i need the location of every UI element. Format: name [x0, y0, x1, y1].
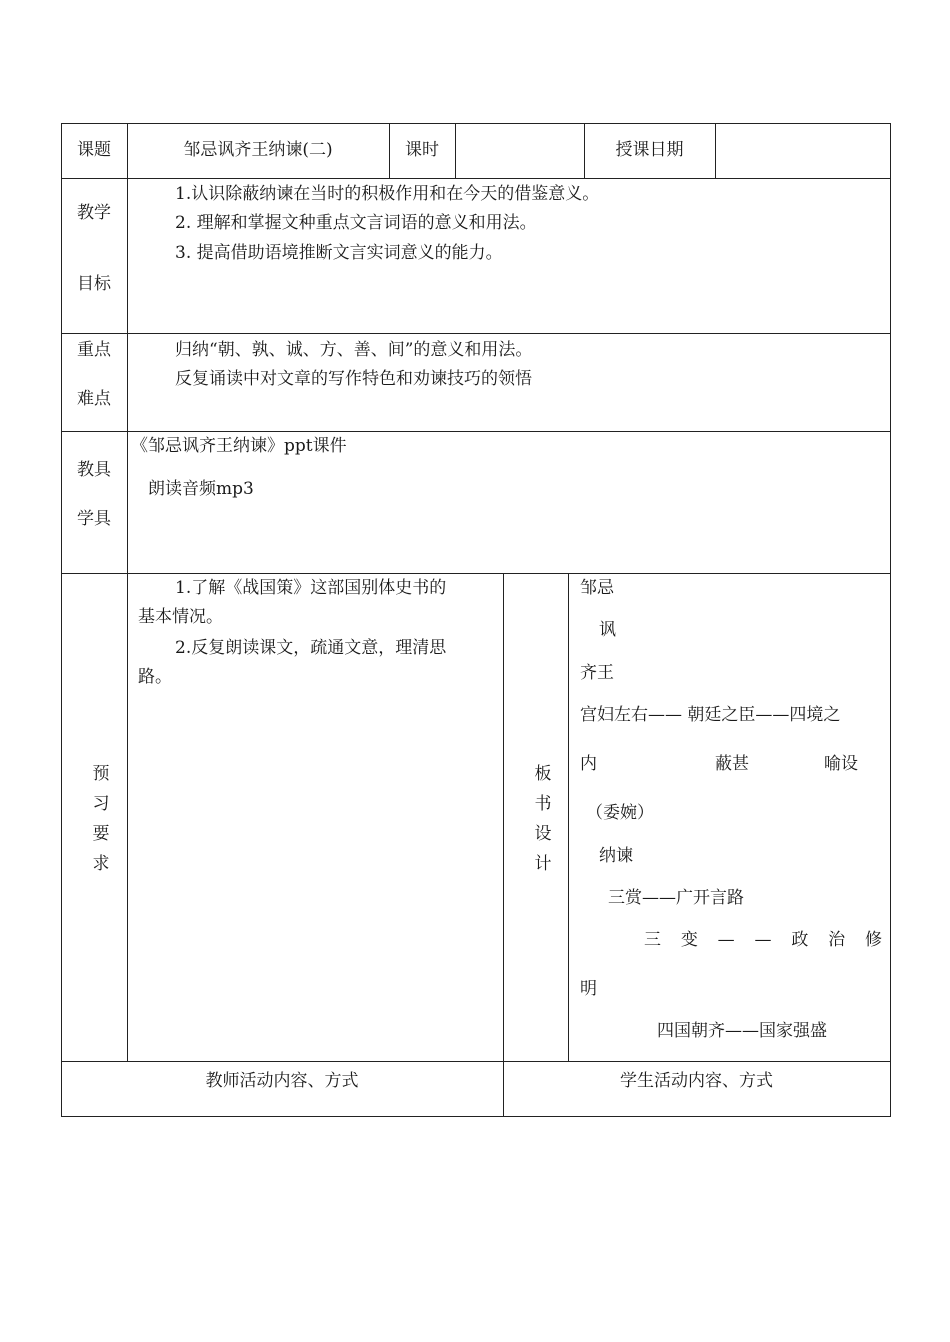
board-char: 政 — [791, 930, 809, 950]
grid-line — [715, 123, 716, 179]
grid-line — [568, 573, 569, 1062]
board-label: 书 — [534, 794, 552, 814]
board-line: 明 — [580, 979, 597, 999]
objective-item: 2. 理解和掌握文种重点文言词语的意义和用法。 — [175, 213, 537, 233]
board-line: 蔽甚 — [715, 754, 749, 774]
key-point-item: 反复诵读中对文章的写作特色和劝谏技巧的领悟 — [175, 369, 532, 389]
tools-label: 教具 — [77, 460, 111, 480]
preview-line: 路。 — [138, 667, 172, 687]
board-label: 板 — [534, 764, 552, 784]
board-line: （委婉） — [586, 803, 654, 823]
key-point-item: 归纳“朝、孰、诚、方、善、间”的意义和用法。 — [175, 340, 533, 360]
preview-label: 求 — [92, 854, 110, 874]
preview-label: 要 — [92, 824, 110, 844]
board-char: — — [754, 930, 772, 950]
preview-label: 习 — [92, 794, 110, 814]
preview-label: 预 — [92, 764, 110, 784]
preview-line: 2.反复朗读课文，疏通文意，理清思 — [175, 638, 447, 658]
board-line: 内 — [580, 754, 597, 774]
grid-line — [61, 178, 891, 179]
grid-line — [61, 573, 891, 574]
board-line: 讽 — [599, 620, 616, 640]
grid-line — [127, 123, 128, 1062]
date-label: 授课日期 — [615, 140, 684, 160]
board-line: 宫妇左右—— 朝廷之臣——四境之 — [580, 705, 841, 725]
board-line: 四国朝齐——国家强盛 — [657, 1021, 827, 1041]
board-label: 计 — [534, 854, 552, 874]
objective-item: 1.认识除蔽纳谏在当时的积极作用和在今天的借鉴意义。 — [175, 184, 600, 204]
key-points-label: 重点 — [77, 340, 111, 360]
preview-line: 基本情况。 — [138, 607, 223, 627]
grid-line — [61, 1116, 891, 1117]
board-line: 邹忌 — [580, 578, 614, 598]
topic-label: 课题 — [77, 140, 111, 160]
period-label: 课时 — [405, 140, 439, 160]
board-char: 三 — [644, 930, 661, 950]
topic-value: 邹忌讽齐王纳谏(二) — [183, 140, 333, 160]
objective-item: 3. 提高借助语境推断文言实词意义的能力。 — [175, 243, 503, 263]
board-label: 设 — [534, 824, 552, 844]
grid-line — [503, 573, 504, 1117]
board-justified-line — [644, 932, 882, 949]
student-activity-label: 学生活动内容、方式 — [620, 1071, 773, 1091]
grid-line — [890, 123, 891, 1117]
objectives-label: 目标 — [77, 274, 111, 294]
objectives-label: 教学 — [77, 203, 111, 223]
board-char: — — [717, 930, 735, 950]
grid-line — [61, 123, 891, 124]
board-line: 喻设 — [824, 754, 858, 774]
preview-line: 1.了解《战国策》这部国别体史书的 — [175, 578, 447, 598]
board-char: 变 — [680, 930, 698, 950]
grid-line — [455, 123, 456, 179]
grid-line — [61, 431, 891, 432]
grid-line — [61, 123, 62, 1117]
grid-line — [61, 333, 891, 334]
board-char: 治 — [828, 930, 846, 950]
key-points-label: 难点 — [77, 389, 111, 409]
board-line: 齐王 — [580, 663, 614, 683]
board-char: 修 — [864, 930, 882, 950]
tools-label: 学具 — [77, 509, 111, 529]
board-line: 三赏——广开言路 — [608, 888, 744, 908]
tool-item: 朗读音频mp3 — [148, 479, 254, 499]
board-line: 纳谏 — [599, 846, 633, 866]
grid-line — [61, 1061, 891, 1062]
teacher-activity-label: 教师活动内容、方式 — [205, 1071, 359, 1091]
tool-item: 《邹忌讽齐王纳谏》ppt课件 — [131, 436, 347, 456]
